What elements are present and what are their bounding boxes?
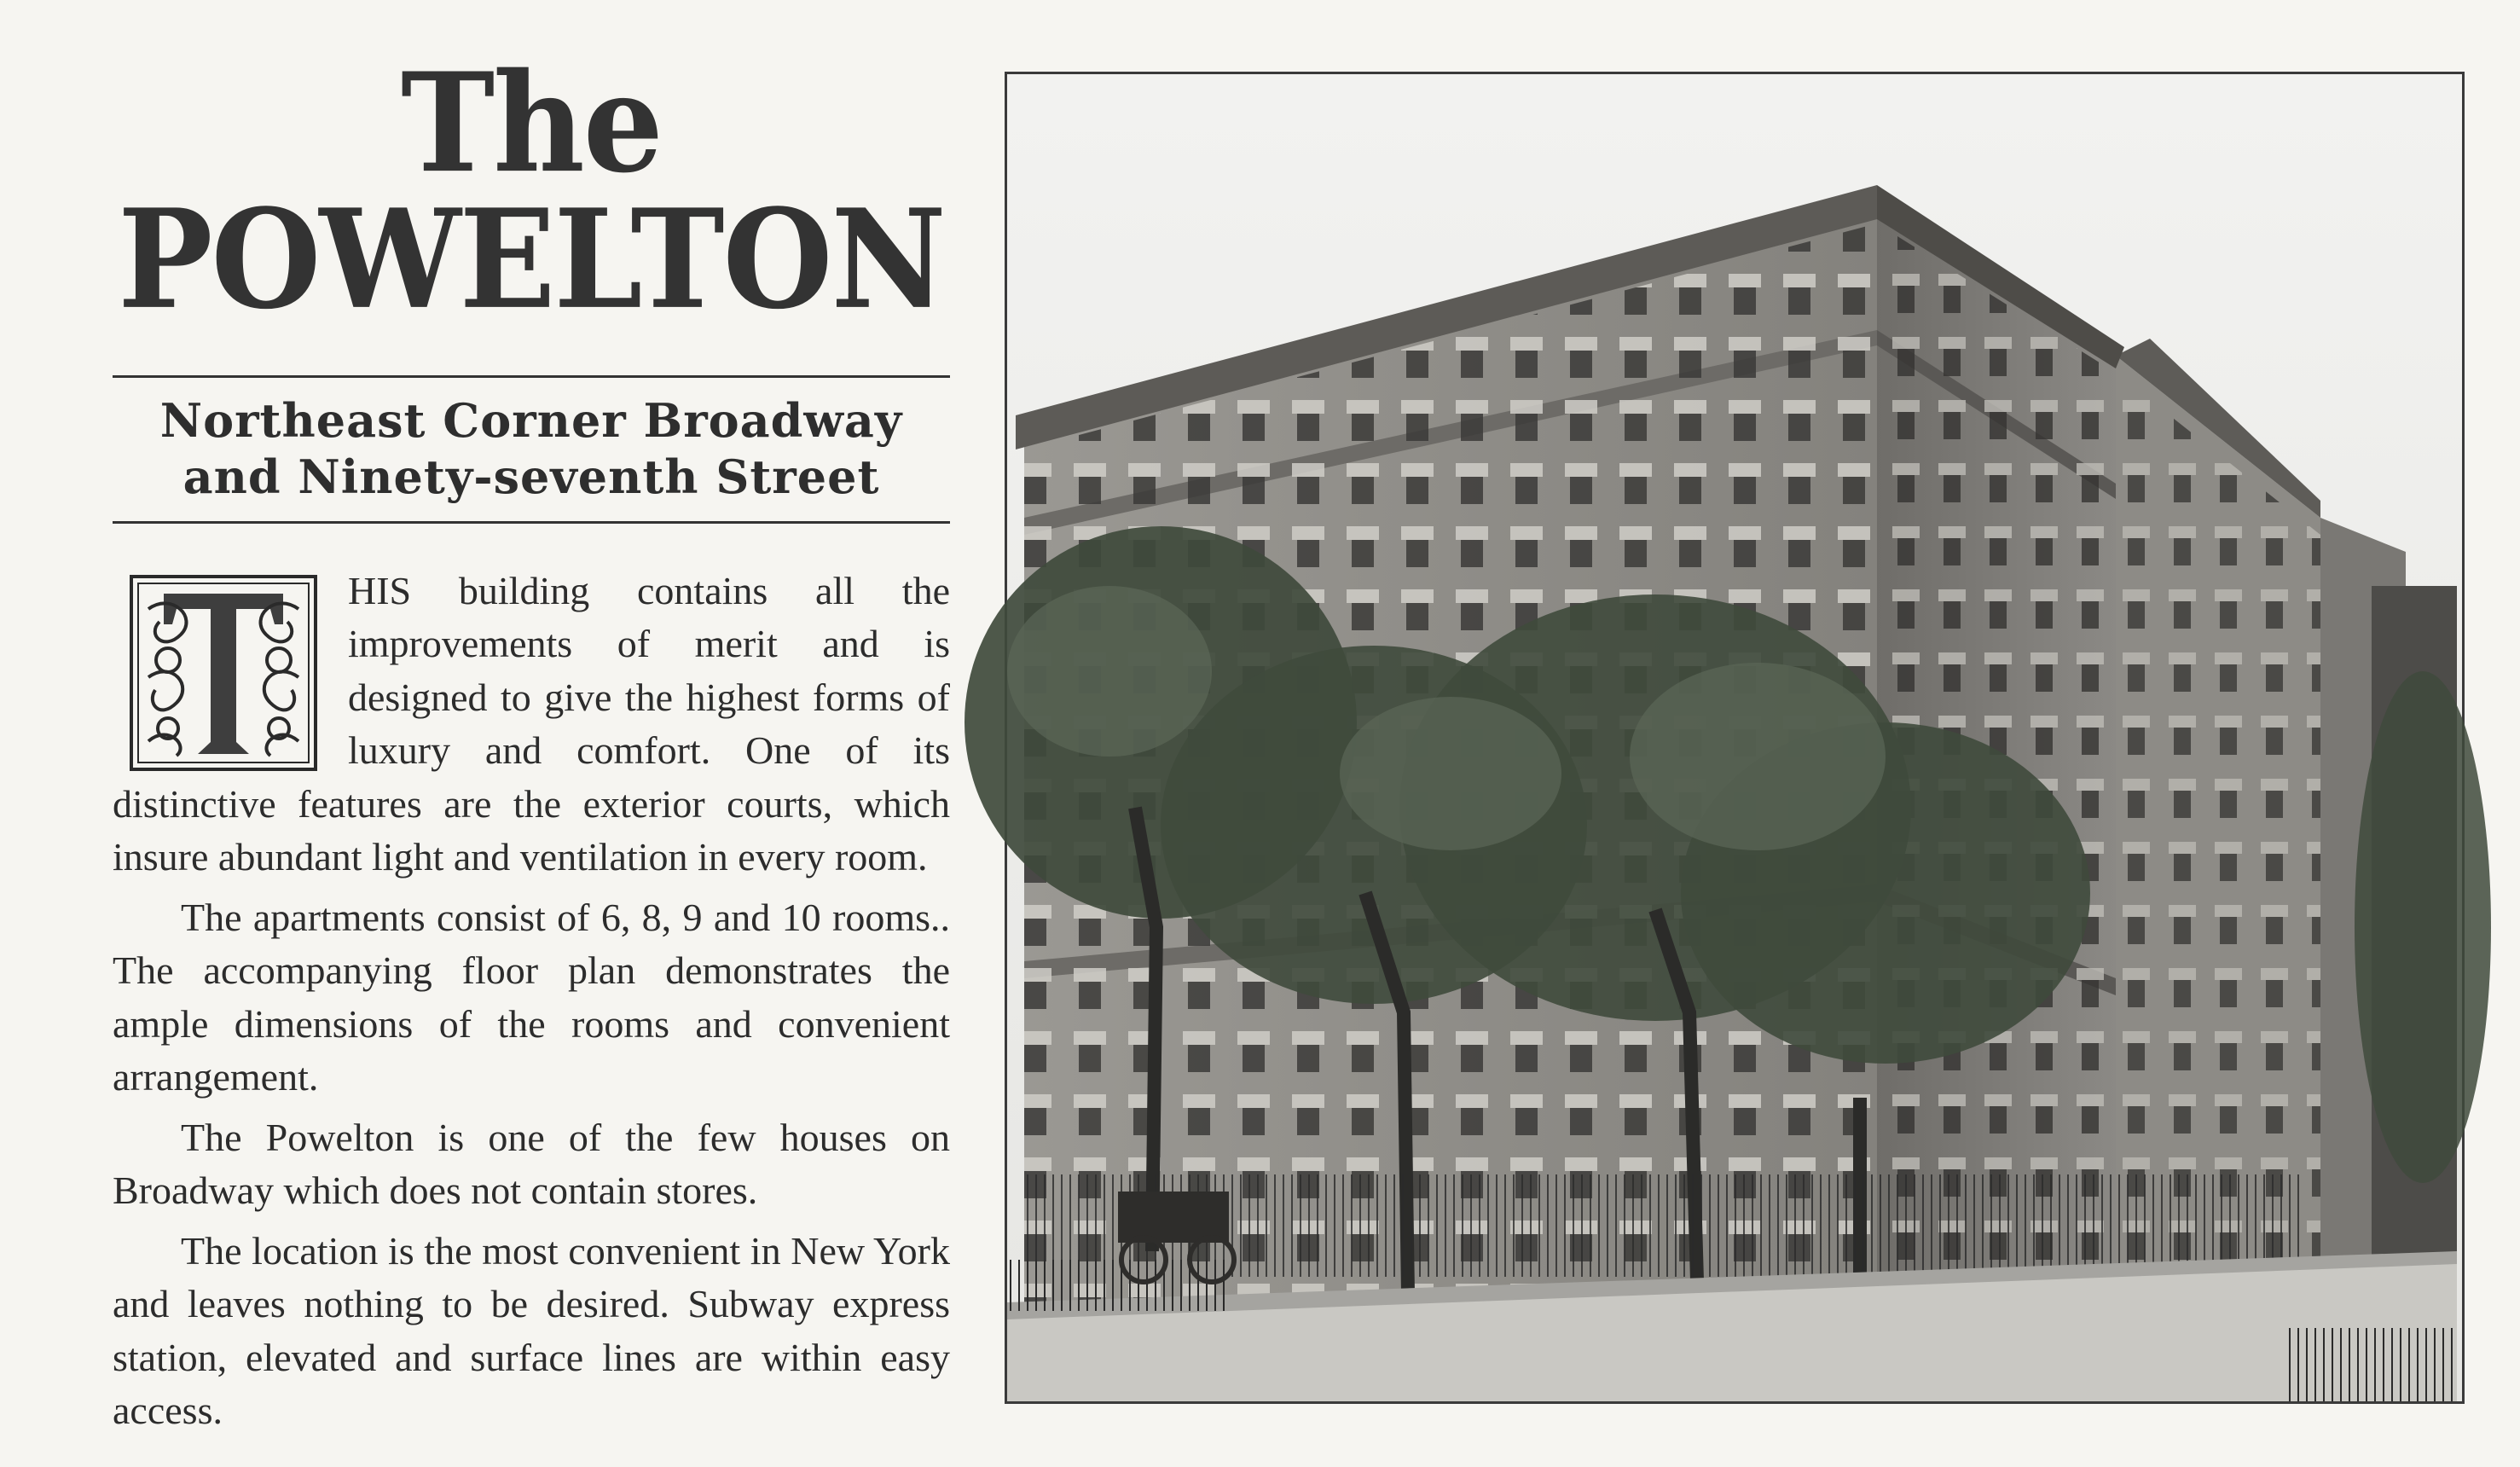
building-illustration (1007, 74, 2462, 1401)
building-photograph (1005, 72, 2465, 1404)
address-subtitle (113, 393, 950, 506)
text-column (113, 42, 950, 1445)
paragraph-location: The location is the most convenient in New York and leaves nothing to be desired. Subway express station, elevated and surface lines are within easy access. (113, 1228, 950, 1433)
paragraph-building (113, 531, 950, 884)
paragraph-no-stores: The Powelton is one of the few houses on Broadway which does not contain stores. (113, 1115, 950, 1213)
page-title: The POWELTON (118, 42, 945, 339)
address-line-1: Northeast Corner Broadway (159, 393, 903, 448)
description-text (113, 531, 950, 1438)
paragraph-building-text: HIS building contains all the improvements of merit and is designed to give the highest forms of luxury and comfort. One of its distinctive features are the exterior courts, which insure abundant light and ventilation in every room. (113, 568, 950, 879)
paragraph-apartments: The apartments consist of 6, 8, 9 and 10 rooms.. The accompanying floor plan demonstrates the ample dimensions of the rooms and convenient arrangement. (113, 895, 950, 1099)
title-rule (113, 375, 950, 378)
address-line-2: and Ninety-seventh Street (182, 449, 880, 504)
ornamental-drop-cap (130, 531, 317, 771)
drop-cap-letter: T (223, 531, 248, 575)
ornament-icon (130, 531, 317, 771)
subtitle-rule (113, 521, 950, 524)
